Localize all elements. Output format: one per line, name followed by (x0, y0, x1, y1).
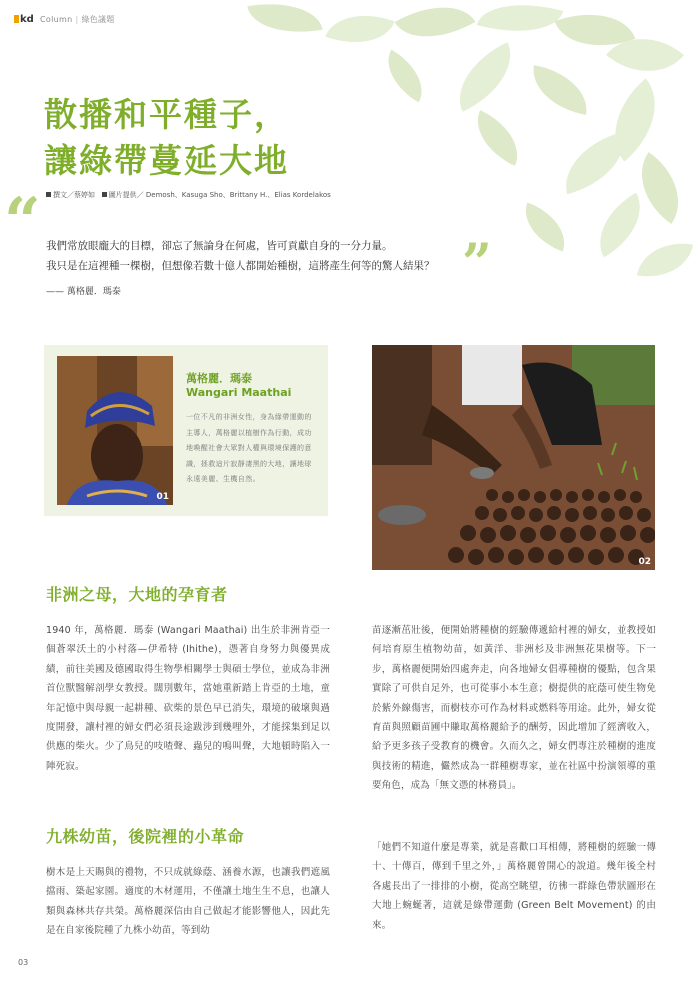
section-1-paragraph: 1940 年，萬格麗．瑪泰 (Wangari Maathai) 出生於非洲肯亞一個蒼翠沃土的小村落—伊希特 (Ihithe)，憑著自身努力與優異成績，前往美國及德國取得生物學相關學士與碩士學位，並成為非洲首位獸醫解剖學女教授。闊別數年，當她重新踏上肯亞的土地，童年記憶中與母親一起耕種、砍柴的景色早已消失，環境的破壞與過度開發，讓村裡的婦女們必須長途跋涉到幾哩外，才能採集到足以供應的柴火。少了鳥兒的吱喳聲、蟲兒的鳴叫聲，大地頓時陷入一陣死寂。 (46, 625, 330, 772)
photo-number-2: 02 (638, 557, 651, 567)
quote-line-2: 我只是在這裡種一棵樹，但想像若數十億人都開始種樹，這將產生何等的驚人結果？ (46, 260, 435, 272)
brand-logo (14, 14, 34, 25)
section-heading-1: 非洲之母，大地的孕育者 (46, 585, 228, 604)
title-line-2: 讓綠帶蔓延大地 (44, 141, 289, 180)
column-label: Column | 綠色議題 (40, 15, 115, 24)
close-quote-icon: ” (462, 233, 492, 294)
brand-text: kd (20, 14, 34, 25)
page-number: 03 (18, 958, 29, 967)
section-text: 綠色議題 (81, 15, 115, 24)
section-2-paragraph: 樹木是上天賜與的禮物，不只成就綠蔭、涵養水源，也讓我們遮風擋雨、築起家園。適度的木材運用，不僅讓土地生生不息，也讓人類與森林共存共榮。萬格麗深信由自己做起才能影響他人，因此先是在自家後院種了九株小幼苗，等到幼 (46, 867, 330, 937)
open-quote-icon: “ (4, 184, 41, 259)
pull-quote (46, 236, 435, 276)
portrait-illustration (57, 356, 173, 505)
profile-name (186, 372, 291, 400)
photo-number-1: 01 (156, 492, 169, 502)
right-column-paragraph-2: 「她們不知道什麼是專業，就是喜歡口耳相傳，將種樹的經驗一傳十、十傳百，傳到千里之外，」萬格麗曾開心的說道。幾年後全村各處長出了一排排的小樹，從高空眺望，彷彿一群綠色帶狀圖形在大地上蜿蜒著，這就是綠帶運動 (Green Belt Movement) 的由來。 (372, 842, 656, 931)
article-title (44, 92, 289, 184)
credit-photos: 圖片提供／ Demosh、Kasuga Sho、Brittany H.、Elias Kordelakos (108, 191, 331, 199)
profile-description: 一位不凡的非洲女性，身為綠帶運動的主導人，萬格麗以植樹作為行動，成功地喚醒社會大眾對人權與環境保護的意識，拯救這片寂靜凄黑的大地，讓地球永遠美麗、生機自然。 (186, 413, 312, 483)
planting-photo (372, 345, 655, 570)
quote-author: —— 萬格麗．瑪泰 (46, 287, 121, 297)
section-heading-2: 九株幼苗，後院裡的小革命 (46, 827, 245, 846)
credit-writer: 撰文／蔡婷如 (53, 191, 95, 199)
profile-name-en: Wangari Maathai (186, 386, 292, 399)
quote-line-1: 我們常放眼龐大的目標，卻忘了無論身在何處，皆可貢獻自身的一分力量。 (46, 240, 393, 252)
planting-illustration (372, 345, 655, 570)
portrait-photo (57, 356, 173, 505)
right-column-paragraph-1: 苗逐漸茁壯後，便開始將種樹的經驗傳遞給村裡的婦女，並教授如何培育原生植物幼苗，如黃洋、非洲杉及非洲無花果樹等。下一步，萬格麗便開始四處奔走，向各地婦女倡導種樹的優點，包含果實除了可供自足外，也可從事小本生意；樹提供的庇蔭可使生物免於紫外線傷害，而樹枝亦可作為材料或燃料等用途。此外，婦女從育苗與照顧苗圃中賺取萬格麗給予的酬勞，因此增加了經濟收入，給予更多孩子受教育的機會。久而久之，婦女們專注於種樹的進度與技術的精進，儼然成為一群種樹專家，並在社區中扮演領導的重要角色，成為「無文憑的林務員」。 (372, 625, 656, 792)
article-credits (46, 190, 331, 200)
profile-name-zh: 萬格麗．瑪泰 (186, 372, 252, 385)
title-line-1: 散播和平種子， (44, 95, 289, 134)
column-text: Column (40, 15, 73, 24)
